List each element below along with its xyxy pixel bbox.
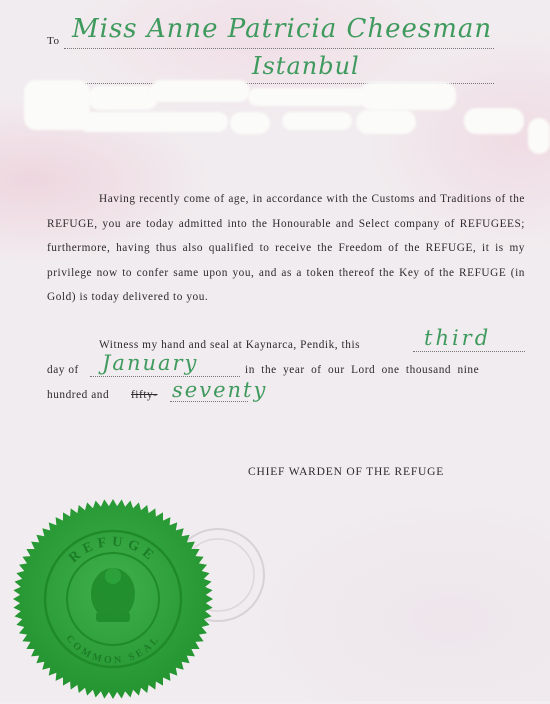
to-label: To [47, 35, 60, 47]
seal-top-text: REFUGE [66, 534, 160, 567]
day-of-label: day of [47, 364, 79, 376]
year-word: seventy [172, 378, 268, 402]
witness-day: third [424, 326, 492, 350]
seal-crest-icon [91, 568, 135, 622]
day-fill-line [413, 351, 525, 352]
month: January [102, 351, 199, 375]
seal-bottom-text: COMMON SEAL [63, 633, 163, 667]
address-line-1 [64, 48, 494, 49]
witness-text: Witness my hand and seal at Kaynarca, Pendik, this [99, 339, 361, 351]
chief-warden-title: CHIEF WARDEN OF THE REFUGE [248, 466, 445, 478]
recipient-name: Miss Anne Patricia Cheesman [72, 14, 493, 44]
hundred-and-label: hundred and [47, 389, 110, 401]
struck-word: fifty- [131, 389, 158, 401]
month-fill-line [90, 376, 240, 377]
certificate-paragraph: Having recently come of age, in accordance with the Customs and Traditions of the REFUGE, you are today admitted into the Honourable and Select company of REFUGEES; furthermore, having thus also qualified to receive the Freedom of the REFUGE, it is my privilege now to confer same upon you, and as a token thereof the Key of the REFUGE (in Gold) is today delivered to you. [47, 193, 525, 304]
green-seal [8, 494, 218, 704]
recipient-city: Istanbul [252, 52, 360, 80]
year-text: in the year of our Lord one thousand nine [245, 364, 480, 376]
